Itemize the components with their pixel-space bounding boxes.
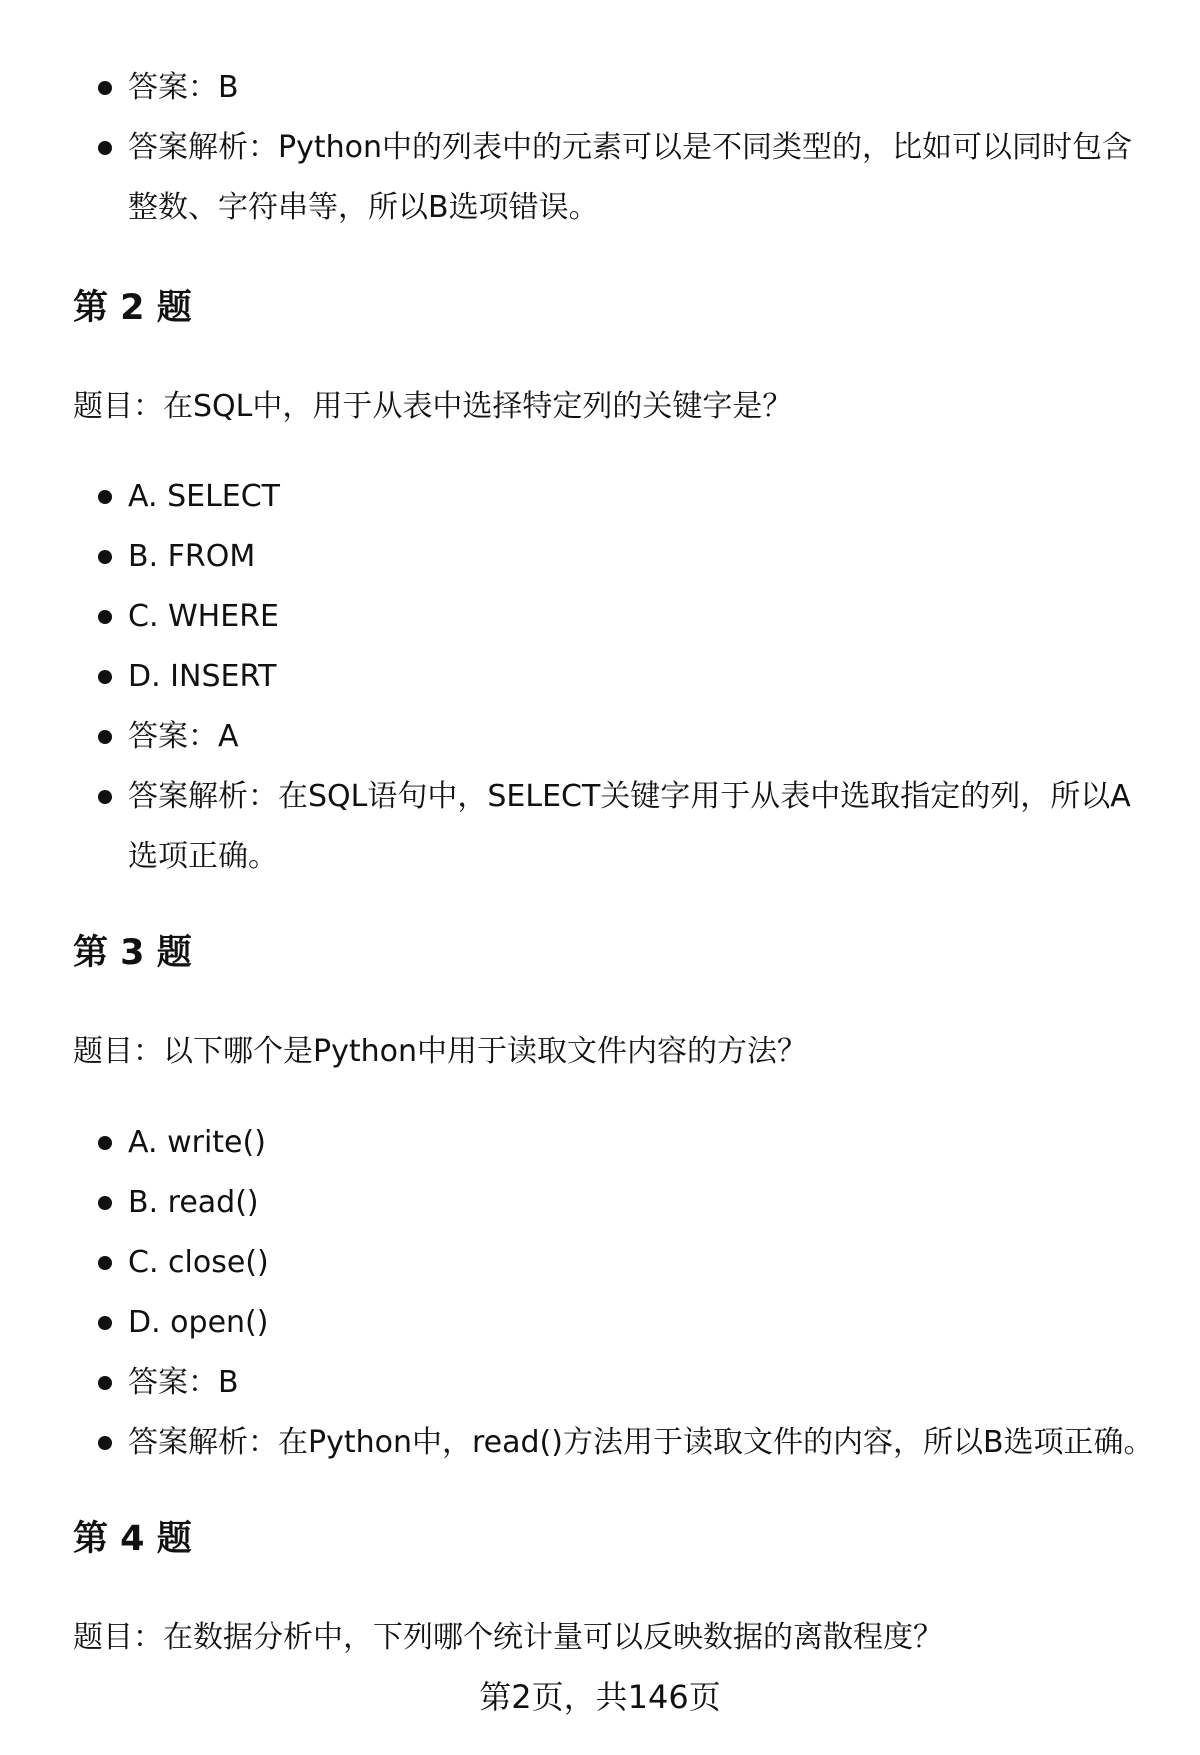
q3-option-b: B. read()	[0, 1173, 1200, 1233]
q2-explanation: 答案解析：在SQL语句中，SELECT关键字用于从表中选取指定的列，所以A选项正确。	[0, 767, 1200, 887]
q3-option-c: C. close()	[0, 1233, 1200, 1293]
q3-explanation: 答案解析：在Python中，read()方法用于读取文件的内容，所以B选项正确。	[0, 1413, 1200, 1473]
q2-question: 题目：在SQL中，用于从表中选择特定列的关键字是？	[73, 389, 793, 424]
q2-option-d: D. INSERT	[0, 647, 1200, 707]
q2-option-list	[0, 467, 1200, 887]
q3-option-d: D. open()	[0, 1293, 1200, 1353]
q1-answer: 答案：B	[0, 58, 1200, 118]
q3-heading: 第 3 题	[73, 933, 192, 973]
q2-answer: 答案：A	[0, 707, 1200, 767]
q4-heading: 第 4 题	[73, 1519, 192, 1559]
q1-answer-list	[0, 58, 1200, 238]
q4-question: 题目：在数据分析中，下列哪个统计量可以反映数据的离散程度？	[73, 1620, 943, 1655]
q3-option-list	[0, 1113, 1200, 1473]
q3-option-a: A. write()	[0, 1113, 1200, 1173]
q2-option-a: A. SELECT	[0, 467, 1200, 527]
page-number-footer: 第2页，共146页	[479, 1678, 721, 1716]
q1-explanation: 答案解析：Python中的列表中的元素可以是不同类型的，比如可以同时包含整数、字符串等，所以B选项错误。	[0, 118, 1200, 238]
q2-heading: 第 2 题	[73, 288, 192, 328]
q3-answer: 答案：B	[0, 1353, 1200, 1413]
q2-option-b: B. FROM	[0, 527, 1200, 587]
q2-option-c: C. WHERE	[0, 587, 1200, 647]
q3-question: 题目：以下哪个是Python中用于读取文件内容的方法？	[73, 1034, 807, 1069]
